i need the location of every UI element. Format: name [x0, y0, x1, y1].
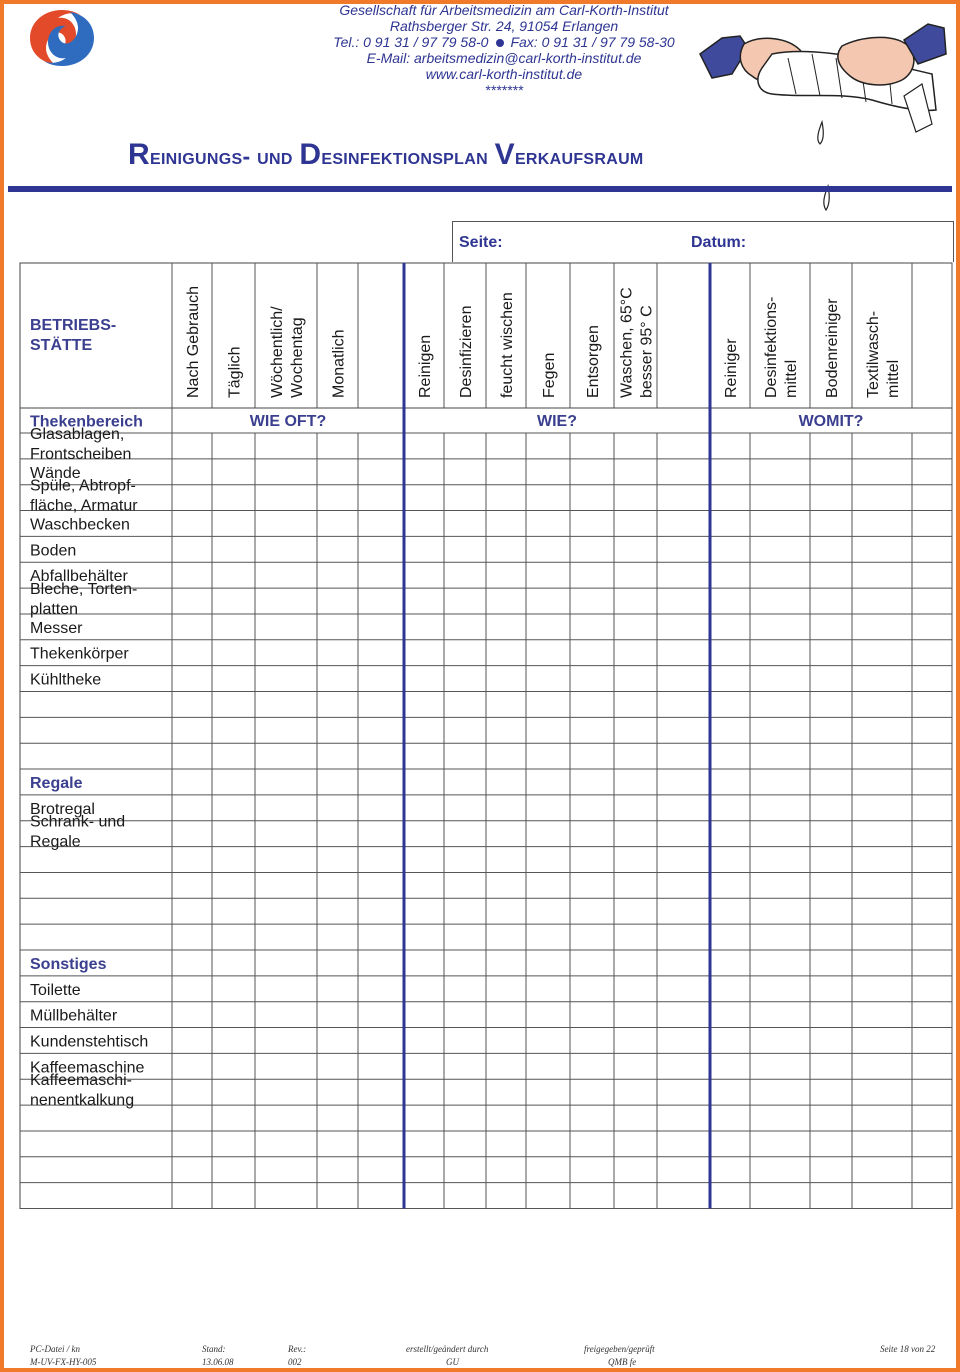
title-part: esinfektionsplan	[321, 143, 495, 169]
column-header: Bodenreiniger	[824, 298, 841, 398]
row-label: Messer	[30, 619, 83, 637]
row-label: Toilette	[30, 981, 81, 999]
column-header: mittel	[885, 359, 902, 398]
footer-page: Seite 18 von 22	[880, 1344, 936, 1354]
column-header: Desinfektions-	[763, 296, 780, 398]
column-header: Nach Gebrauch	[185, 285, 202, 398]
datum-label: Datum:	[691, 234, 747, 251]
row-label: Müllbehälter	[30, 1007, 118, 1025]
row-label: Kundenstehtisch	[30, 1033, 149, 1051]
footer-created-label: erstellt/geändert durch	[406, 1344, 489, 1354]
group-label: WIE?	[537, 413, 577, 430]
footer-approved-value: QMB fe	[608, 1357, 637, 1367]
row-label: Kaffeemaschi-	[30, 1072, 132, 1090]
column-header: Wöchentlich/	[269, 306, 286, 398]
footer-rev-value: 002	[288, 1357, 302, 1367]
section-label: Thekenbereich	[30, 413, 143, 431]
org-name: Gesellschaft für Arbeitsmedizin am Carl-Korth-Institut	[339, 2, 669, 18]
column-header: Reinigen	[417, 334, 434, 398]
row-label: Thekenkörper	[30, 645, 129, 663]
document-footer	[30, 1344, 950, 1368]
section-label: Regale	[30, 774, 83, 792]
column-header: Textilwasch-	[865, 310, 882, 398]
group-label: WOMIT?	[798, 413, 864, 430]
column-header: Waschen, 65°C	[618, 287, 636, 398]
row-label: Kaffeemaschine	[30, 1059, 145, 1077]
column-header: Desinfizieren	[458, 305, 475, 398]
title-initial: R	[128, 138, 150, 171]
row-label: platten	[30, 601, 79, 619]
row-label: Abfallbehälter	[30, 568, 128, 586]
row-label: Kühltheke	[30, 671, 102, 689]
row-label: Regale	[30, 833, 81, 851]
row-label: Boden	[30, 542, 77, 560]
row-label: Frontscheiben	[30, 445, 132, 463]
column-header: Fegen	[541, 352, 558, 398]
column-header: Wochentag	[289, 317, 306, 398]
org-fax: Fax: 0 91 31 / 97 79 58-30	[510, 34, 675, 50]
column-header: mittel	[783, 359, 800, 398]
org-web: www.carl-korth-institut.de	[425, 66, 583, 82]
footer-file-value: M-UV-FX-HY-005	[30, 1357, 97, 1367]
title-part: einigungs- und	[149, 143, 300, 169]
org-address: Rathsberger Str. 24, 91054 Erlangen	[389, 18, 619, 34]
org-stars: *******	[484, 82, 524, 98]
row-label: Waschbecken	[30, 516, 130, 534]
corner-label: BETRIEBS-	[30, 317, 117, 334]
footer-created-value: GU	[446, 1357, 459, 1367]
column-header: Entsorgen	[585, 325, 602, 398]
column-header: Reiniger	[723, 338, 740, 398]
section-label: Sonstiges	[30, 955, 107, 973]
org-phone: Tel.: 0 91 31 / 97 79 58-0	[333, 34, 489, 50]
footer-file-label: PC-Datei / kn	[30, 1344, 80, 1354]
column-header: Täglich	[226, 346, 244, 398]
group-label: WIE OFT?	[249, 413, 327, 430]
footer-rev-label: Rev.:	[288, 1344, 307, 1354]
footer-approved-label: freigegeben/geprüft	[584, 1344, 655, 1354]
footer-stand-value: 13.06.08	[202, 1357, 234, 1367]
org-email: E-Mail: arbeitsmedizin@carl-korth-institut.de	[366, 50, 642, 66]
title-initial: D	[299, 138, 322, 171]
seite-label: Seite:	[459, 234, 503, 251]
row-label: Spüle, Abtropf-	[30, 477, 136, 495]
row-label: Schrank- und	[30, 813, 126, 831]
column-header: feucht wischen	[499, 292, 516, 398]
corner-label: STÄTTE	[30, 337, 93, 354]
row-label: nenentkalkung	[30, 1092, 135, 1110]
footer-stand-label: Stand:	[202, 1344, 226, 1354]
column-header: Monatlich	[330, 329, 348, 398]
row-label: Wände	[30, 464, 81, 482]
row-label: fläche, Armatur	[30, 497, 138, 515]
row-label: Glasablagen,	[30, 425, 125, 443]
row-label: Brotregal	[30, 800, 95, 818]
row-label: Bleche, Torten-	[30, 581, 138, 599]
column-header: besser 95° C	[638, 305, 656, 398]
title-part: erkaufsraum	[514, 143, 644, 169]
title-initial: V	[494, 138, 515, 171]
